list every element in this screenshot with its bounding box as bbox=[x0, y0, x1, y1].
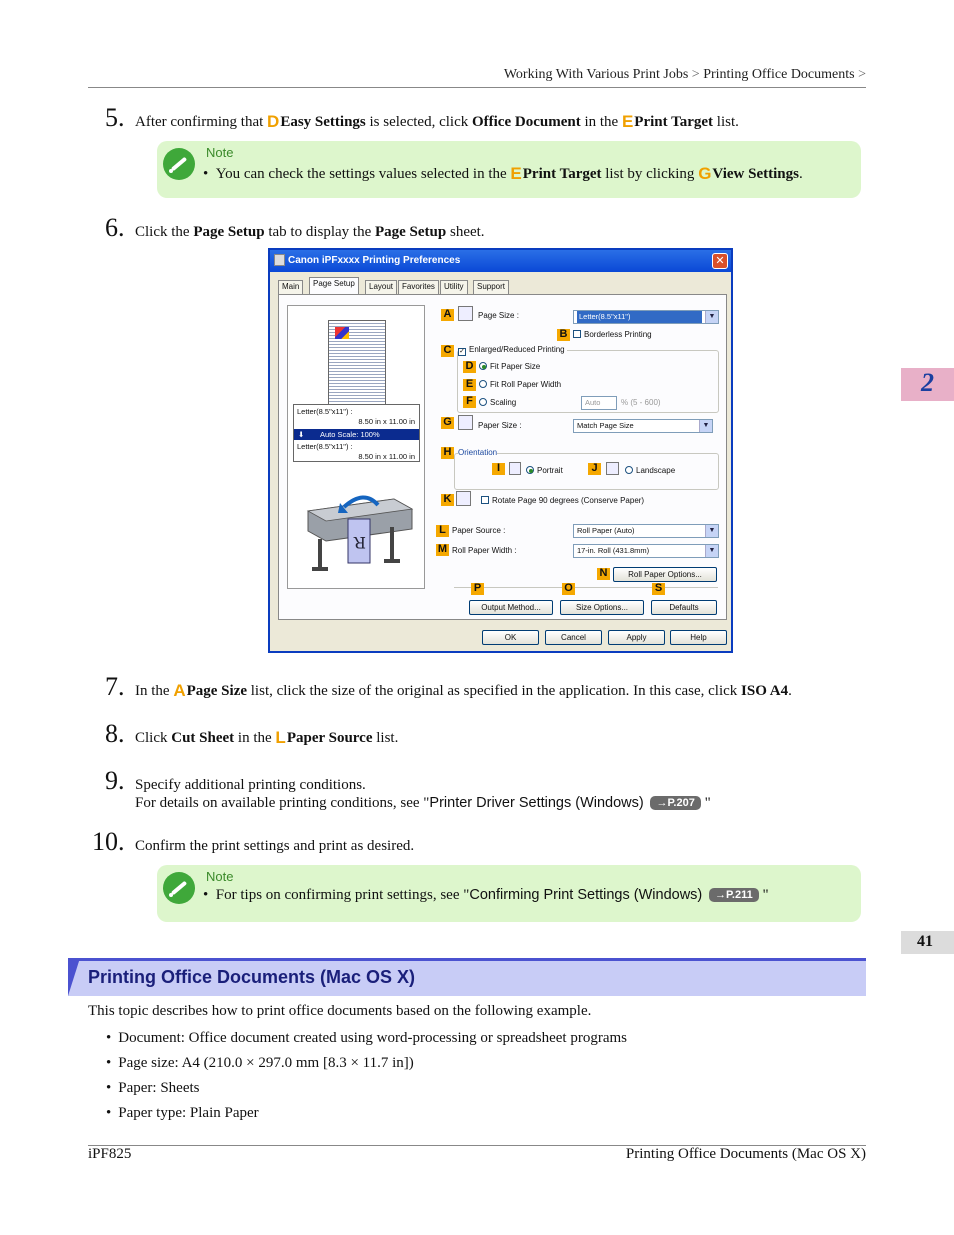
radio-label: Fit Roll Paper Width bbox=[490, 380, 562, 389]
paper-size-select[interactable]: Match Page Size ▼ bbox=[573, 419, 713, 433]
callout-label-h: H bbox=[441, 447, 454, 459]
page-ref-badge[interactable]: →P.211 bbox=[709, 888, 759, 902]
callout-label-i: I bbox=[492, 463, 505, 475]
callout-label: A bbox=[173, 681, 186, 700]
callout-label-e: E bbox=[463, 379, 476, 391]
callout-label-n: N bbox=[597, 568, 610, 580]
callout-label-g: G bbox=[441, 417, 454, 429]
callout-label-d: D bbox=[463, 361, 476, 373]
list-item: • Page size: A4 (210.0 × 297.0 mm [8.3 × 11.7 in]) bbox=[106, 1055, 627, 1080]
borderless-checkbox[interactable] bbox=[573, 330, 652, 339]
note-title: Note bbox=[206, 145, 234, 160]
page-ref-badge[interactable]: →P.207 bbox=[650, 796, 700, 810]
scaling-spinbox[interactable]: Auto bbox=[581, 396, 617, 410]
radio-label: Scaling bbox=[490, 398, 517, 407]
note-box bbox=[157, 141, 861, 198]
breadcrumb-separator: > bbox=[858, 67, 866, 82]
step-text: Confirm the print settings and print as desired. bbox=[135, 838, 415, 854]
step-text: Click Cut Sheet in the LPaper Source list. bbox=[135, 728, 399, 747]
step-number: 6. bbox=[105, 213, 125, 242]
checkbox-label: Rotate Page 90 degrees (Conserve Paper) bbox=[492, 496, 645, 505]
page-number-tab bbox=[901, 931, 954, 954]
callout-label-b: B bbox=[557, 329, 570, 341]
size-info-box bbox=[293, 404, 420, 462]
section-intro: This topic describes how to print office documents based on the following example. bbox=[88, 1003, 592, 1019]
step-number: 7. bbox=[105, 672, 125, 701]
tab-layout[interactable]: Layout bbox=[365, 280, 397, 294]
down-arrow-icon: ⬇ bbox=[298, 430, 305, 439]
callout-label-k: K bbox=[441, 494, 454, 506]
paper-source-label: Paper Source : bbox=[452, 526, 506, 535]
chevron-down-icon: ▼ bbox=[705, 545, 718, 557]
roll-width-select[interactable]: 17-in. Roll (431.8mm) ▼ bbox=[573, 544, 719, 558]
document-preview-icon bbox=[328, 320, 386, 406]
section-heading-bar bbox=[68, 958, 866, 996]
radio-label: Fit Paper Size bbox=[490, 362, 541, 371]
tab-main[interactable]: Main bbox=[278, 280, 303, 294]
size-options-button[interactable]: Size Options... bbox=[560, 600, 644, 615]
checkbox-label: Borderless Printing bbox=[584, 330, 652, 339]
svg-text:R: R bbox=[353, 533, 366, 552]
close-icon[interactable]: ✕ bbox=[712, 253, 728, 269]
paper-size-label: Paper Size : bbox=[478, 421, 522, 430]
printing-preferences-dialog bbox=[268, 248, 733, 653]
tab-page-setup[interactable]: Page Setup bbox=[309, 277, 359, 294]
callout-label: D bbox=[267, 112, 280, 131]
printer-illustration-icon bbox=[294, 481, 420, 581]
auto-scale-bar bbox=[294, 429, 419, 440]
callout-label-a: A bbox=[441, 309, 454, 321]
defaults-button[interactable]: Defaults bbox=[651, 600, 717, 615]
confirming-print-settings-link[interactable]: Confirming Print Settings (Windows) bbox=[469, 887, 703, 903]
apply-button[interactable]: Apply bbox=[608, 630, 665, 645]
callout-label: E bbox=[510, 164, 522, 183]
list-item: • Document: Office document created using word-processing or spreadsheet programs bbox=[106, 1030, 627, 1055]
dialog-titlebar bbox=[270, 250, 731, 272]
page-size-label: Page Size : bbox=[478, 311, 519, 320]
callout-label: G bbox=[698, 164, 712, 183]
page-size-select[interactable]: Letter(8.5"x11") ▼ bbox=[573, 310, 719, 324]
step-text: Click the Page Setup tab to display the Page Setup sheet. bbox=[135, 224, 485, 240]
step-number: 9. bbox=[105, 766, 125, 795]
scaling-radio[interactable] bbox=[479, 398, 516, 407]
rotate-checkbox[interactable] bbox=[481, 496, 644, 505]
printer-icon bbox=[274, 254, 285, 266]
roll-options-button[interactable]: Roll Paper Options... bbox=[613, 567, 717, 582]
callout-label-l: L bbox=[436, 525, 449, 537]
list-item: • Paper type: Plain Paper bbox=[106, 1105, 627, 1130]
chapter-number: 2 bbox=[921, 368, 934, 397]
chevron-down-icon: ▼ bbox=[705, 311, 718, 323]
note-text: • For tips on confirming print settings, see "Confirming Print Settings (Windows) →P.211 " bbox=[203, 887, 769, 903]
paper-source-select[interactable]: Roll Paper (Auto) ▼ bbox=[573, 524, 719, 538]
step-text: Specify additional printing conditions. bbox=[135, 777, 366, 793]
example-list bbox=[106, 1030, 627, 1130]
divider bbox=[454, 587, 718, 588]
scale-text: Auto Scale: 100% bbox=[320, 430, 380, 439]
landscape-radio[interactable] bbox=[625, 466, 675, 475]
footer-model: iPF825 bbox=[88, 1146, 132, 1162]
enlarged-checkbox[interactable]: ✓ Enlarged/Reduced Printing bbox=[459, 345, 565, 355]
radio-label: Portrait bbox=[537, 466, 563, 475]
orientation-label: Orientation bbox=[458, 448, 498, 457]
fit-roll-radio[interactable] bbox=[479, 380, 561, 389]
radio-label: Landscape bbox=[636, 466, 676, 475]
breadcrumb-item-1[interactable]: Working With Various Print Jobs bbox=[503, 67, 689, 82]
preview-pane bbox=[287, 305, 425, 589]
roll-width-label: Roll Paper Width : bbox=[452, 546, 517, 555]
cancel-button[interactable]: Cancel bbox=[545, 630, 602, 645]
header-rule bbox=[88, 87, 866, 88]
page-size-icon bbox=[458, 306, 473, 321]
info-line: 8.50 in x 11.00 in bbox=[358, 417, 415, 426]
section-title: Printing Office Documents (Mac OS X) bbox=[88, 967, 416, 987]
chevron-down-icon: ▼ bbox=[699, 420, 712, 432]
checkbox-label: Enlarged/Reduced Printing bbox=[469, 345, 565, 354]
info-line: 8.50 in x 11.00 in bbox=[358, 452, 415, 461]
note-title: Note bbox=[206, 869, 234, 884]
callout-label: E bbox=[621, 112, 634, 131]
paper-size-icon bbox=[458, 415, 473, 430]
callout-label-m: M bbox=[437, 543, 448, 555]
footer-section: Printing Office Documents (Mac OS X) bbox=[625, 1146, 866, 1162]
step-text: After confirming that DEasy Settings is selected, click Office Document in the EPrint Target list. bbox=[135, 112, 739, 131]
callout-label-f: F bbox=[463, 396, 476, 408]
breadcrumb bbox=[504, 67, 866, 83]
tab-utility[interactable]: Utility bbox=[440, 280, 468, 294]
info-line: Letter(8.5"x11") : bbox=[297, 407, 353, 416]
step-text: In the APage Size list, click the size of the original as specified in the application. In this case, click ISO A4. bbox=[135, 681, 792, 700]
fit-paper-radio[interactable] bbox=[479, 362, 540, 371]
note-pencil-icon bbox=[163, 148, 195, 180]
callout-label-o: O bbox=[562, 583, 575, 595]
note-pencil-icon bbox=[163, 872, 195, 904]
step-number: 8. bbox=[105, 719, 125, 748]
note-text: • You can check the settings values selected in the EPrint Target list by clicking GView Settings. bbox=[203, 164, 803, 183]
step-text: For details on available printing conditions, see "Printer Driver Settings (Windows) →P.207 " bbox=[135, 795, 711, 811]
help-button[interactable]: Help bbox=[670, 630, 727, 645]
page-setup-panel bbox=[278, 294, 727, 620]
rotate-page-icon bbox=[456, 491, 471, 506]
step-number: 10. bbox=[92, 827, 125, 856]
callout-label-c: C bbox=[441, 345, 454, 357]
callout-label-j: J bbox=[588, 463, 601, 475]
chevron-down-icon: ▼ bbox=[705, 525, 718, 537]
note-box bbox=[157, 865, 861, 922]
info-line: Letter(8.5"x11") : bbox=[297, 442, 353, 451]
step-number: 5. bbox=[105, 103, 125, 132]
list-item: • Paper: Sheets bbox=[106, 1080, 627, 1105]
portrait-icon bbox=[509, 462, 521, 475]
landscape-icon bbox=[606, 462, 619, 475]
callout-label-p: P bbox=[471, 583, 484, 595]
scaling-range: % (5 - 600) bbox=[621, 398, 661, 407]
printer-driver-settings-link[interactable]: Printer Driver Settings (Windows) bbox=[429, 795, 644, 811]
output-method-button[interactable]: Output Method... bbox=[469, 600, 553, 615]
tab-support[interactable]: Support bbox=[473, 280, 509, 294]
callout-label-s: S bbox=[652, 583, 665, 595]
tab-favorites[interactable]: Favorites bbox=[398, 280, 439, 294]
breadcrumb-separator: > bbox=[691, 67, 700, 82]
callout-label: L bbox=[275, 728, 286, 747]
ok-button[interactable]: OK bbox=[482, 630, 539, 645]
dialog-title: Canon iPFxxxx Printing Preferences bbox=[288, 255, 461, 266]
chapter-tab[interactable] bbox=[901, 368, 954, 401]
page-number: 41 bbox=[917, 933, 933, 950]
breadcrumb-item-2[interactable]: Printing Office Documents bbox=[703, 67, 855, 82]
portrait-radio[interactable] bbox=[526, 466, 563, 475]
